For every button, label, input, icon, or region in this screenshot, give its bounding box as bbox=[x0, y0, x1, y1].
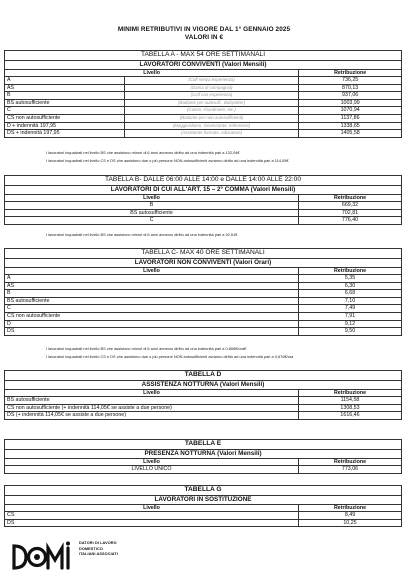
table-a-col-pay: Retribuzione bbox=[299, 69, 402, 77]
table-c bbox=[4, 248, 402, 336]
table-e bbox=[4, 439, 402, 474]
table-g-col-level: Livello bbox=[5, 504, 299, 512]
table-d bbox=[4, 370, 402, 420]
table-e-subheader: PRESENZA NOTTURNA (Valori Mensili) bbox=[5, 449, 402, 458]
table-row: C 776,40 bbox=[5, 217, 402, 225]
table-row: C (Cuoco, Giardiniere, etc.) 1070,94 bbox=[5, 107, 402, 115]
table-row: A (Colf senza esperienza) 736,25 bbox=[5, 77, 402, 85]
table-row: CS non autosufficiente 7,91 bbox=[5, 313, 402, 321]
table-c-subheader: LAVORATORI NON CONVIVENTI (Valori Orari) bbox=[5, 258, 402, 267]
document-subtitle: VALORI IN € bbox=[184, 34, 224, 41]
table-row: AS (Dama di compagnia) 870,13 bbox=[5, 84, 402, 92]
table-c-col-pay: Retribuzione bbox=[299, 267, 402, 275]
table-e-header: TABELLA E bbox=[5, 440, 402, 450]
table-g-col-pay: Retribuzione bbox=[299, 504, 402, 512]
table-e-col-pay: Retribuzione bbox=[299, 458, 402, 466]
table-row: BS autosufficiente 702,81 bbox=[5, 209, 402, 217]
table-c-header: TABELLA C- MAX 40 ORE SETTIMANALI bbox=[5, 249, 402, 259]
table-a-note-2: I lavoratori inquadrati nel livello CS e DS che assistono due o più persone NON autosufficienti avranno diritto ad una indennità pari a 114,05€ bbox=[46, 158, 289, 163]
table-row: C 7,49 bbox=[5, 305, 402, 313]
table-a-subheader: LAVORATORI CONVIVENTI (Valori Mensili) bbox=[5, 60, 402, 69]
table-row: DS + indennità 197,95 (Assistente formato, educatore) 1405,58 bbox=[5, 130, 402, 138]
table-row: DS (+ indennità 114,05€ se assiste a due persone) 1616,46 bbox=[5, 412, 402, 420]
table-c-note-2: I lavoratori inquadrati nel livello CS e DS che assistono due o più persone NON autosufficienti avranno diritto ad una indennità pari a 0,676€/ora bbox=[46, 354, 294, 359]
table-row: B 669,32 bbox=[5, 202, 402, 210]
table-row: A 5,35 bbox=[5, 275, 402, 283]
document-title: MINIMI RETRIBUTIVI IN VIGORE DAL 1° GENNAIO 2025 bbox=[117, 26, 291, 33]
table-b-header: TABELLA B- DALLE 06:00 ALLE 14:00 e DALLE 14:00 ALLE 22:00 bbox=[5, 176, 402, 186]
table-row: D 9,12 bbox=[5, 320, 402, 328]
table-g-subheader: LAVORATORI IN SOSTITUZIONE bbox=[5, 495, 402, 504]
table-d-col-level: Livello bbox=[5, 389, 299, 397]
table-row: AS 6,30 bbox=[5, 282, 402, 290]
table-d-subheader: ASSISTENZA NOTTURNA (Valori Mensili) bbox=[5, 380, 402, 389]
table-g bbox=[4, 485, 402, 527]
table-a bbox=[4, 50, 402, 138]
table-b-col-pay: Retribuzione bbox=[299, 194, 402, 202]
table-d-col-pay: Retribuzione bbox=[299, 389, 402, 397]
table-b-subheader: LAVORATORI DI CUI ALL'ART. 15 – 2° COMMA (Valori Mensili) bbox=[5, 185, 402, 194]
table-row: B 6,68 bbox=[5, 290, 402, 298]
logo-text: DATORI DI LAVORO DOMESTICO ITALIANI ASSOCIATI bbox=[79, 541, 118, 557]
table-c-note-1: I lavoratori inquadrati nel livello BS che assistono minori di 6 anni avranno diritto ad una indennità pari a 0,806€/ora€ bbox=[46, 346, 247, 351]
table-e-col-level: Livello bbox=[5, 458, 299, 466]
table-row: CS non autosufficiente (+ indennità 114,05€ se assiste a due persone) 1308,53 bbox=[5, 404, 402, 412]
table-c-col-level: Livello bbox=[5, 267, 299, 275]
table-row: LIVELLO UNICO 773,06 bbox=[5, 466, 402, 474]
table-row: D + indennità 197,95 (Maggiordomo, Governante, Infermiere) 1338,65 bbox=[5, 122, 402, 130]
table-a-col-level: Livello bbox=[5, 69, 299, 77]
table-row: CS 8,49 bbox=[5, 512, 402, 520]
table-row: DS 9,50 bbox=[5, 328, 402, 336]
table-b-col-level: Livello bbox=[5, 194, 299, 202]
table-b-note-1: I lavoratori inquadrati nel livello BS che assistono minori di 6 anni avranno diritto ad una indennità pari a 92,51€ bbox=[46, 232, 238, 237]
table-d-header: TABELLA D bbox=[5, 371, 402, 381]
table-row: BS autosufficiente 7,10 bbox=[5, 297, 402, 305]
table-row: CS non autosufficiente (Badante per non autosufficienti) 1137,86 bbox=[5, 115, 402, 123]
table-row: B (Colf con esperienza) 937,06 bbox=[5, 92, 402, 100]
table-g-header: TABELLA G bbox=[5, 486, 402, 496]
table-a-note-1: I lavoratori inquadrati nel livello BS che assistono minori di 6 anni avranno diritto ad una indennità pari a 132,04€ bbox=[46, 150, 240, 155]
table-row: BS autosufficiente 1154,58 bbox=[5, 397, 402, 405]
table-row: DS 10,25 bbox=[5, 519, 402, 527]
table-a-header: TABELLA A - MAX 54 ORE SETTIMANALI bbox=[5, 51, 402, 61]
table-b bbox=[4, 175, 402, 225]
table-row: BS autosufficiente (Badante per autosuff., Babysitter) 1003,99 bbox=[5, 99, 402, 107]
